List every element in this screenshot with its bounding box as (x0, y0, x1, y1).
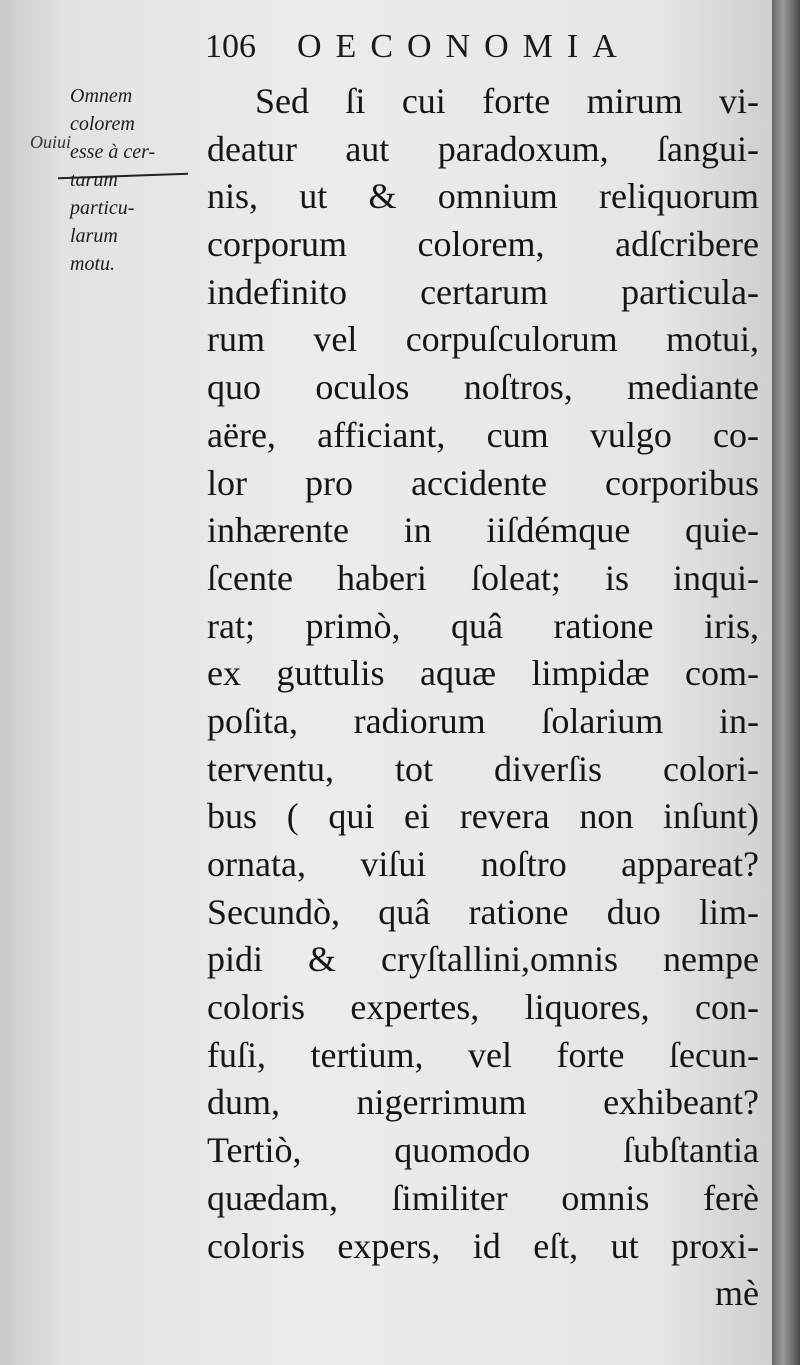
marginal-note (70, 82, 200, 278)
page-header (205, 28, 745, 72)
text-line: poſita, radiorum ſolarium in- (207, 700, 759, 741)
text-line: ornata, viſui noſtro appareat? (207, 844, 759, 884)
text-line: Tertiò, quomodo ſubſtantia (207, 1130, 759, 1171)
marginal-note-line: tarum (70, 169, 118, 191)
text-line: fuſi, tertium, vel forte ſecun- (207, 1034, 759, 1075)
text-line: Secundò, quâ ratione duo lim- (207, 891, 759, 932)
running-title: OECONOMIA (297, 28, 631, 65)
marginal-note-line: Omnem (70, 85, 133, 107)
text-line: nis, ut & omnium reliquorum (207, 176, 759, 217)
marginal-note-line: colorem (70, 113, 135, 135)
text-line: aëre, afficiant, cum vulgo co- (207, 414, 759, 455)
text-line: coloris expers, id eſt, ut proxi- (207, 1225, 759, 1266)
marginal-note-line: motu. (70, 253, 115, 275)
text-line: ex guttulis aquæ limpidæ com- (207, 653, 759, 694)
marginal-note-line: particu- (70, 197, 135, 219)
text-line: deatur aut paradoxum, ſangui- (207, 128, 759, 169)
text-line: rum vel corpuſculorum motui, (207, 319, 759, 360)
page-number: 106 (205, 28, 256, 65)
text-line: pidi & cryſtallini,omnis nempe (207, 939, 759, 980)
text-line: coloris expertes, liquores, con- (207, 987, 759, 1028)
text-line: terventu, tot diverſis colori- (207, 748, 759, 789)
catchword: mè (715, 1273, 759, 1314)
text-line: ſcente haberi ſoleat; is inqui- (207, 557, 759, 598)
page-edge (772, 0, 800, 1365)
text-line: Sed ſi cui forte mirum vi- (255, 81, 759, 121)
text-line: lor pro accidente corporibus (207, 462, 759, 503)
text-line: rat; primò, quâ ratione iris, (207, 605, 759, 646)
body-text (207, 78, 759, 1318)
marginal-note-line: esse à cer- (70, 141, 156, 163)
text-line: corporum colorem, adſcribere (207, 224, 759, 265)
text-line: inhærente in iiſdémque quie- (207, 510, 759, 551)
text-line: bus ( qui ei revera non inſunt) (207, 796, 759, 837)
text-line: quædam, ſimiliter omnis ferè (207, 1177, 759, 1218)
text-line: quo oculos noſtros, mediante (207, 367, 759, 408)
text-line: dum, nigerrimum exhibeant? (207, 1082, 759, 1123)
marginal-note-line: larum (70, 225, 118, 247)
handwritten-note: Ouiui (30, 132, 72, 152)
text-line: indefinito certarum particula- (207, 271, 759, 312)
